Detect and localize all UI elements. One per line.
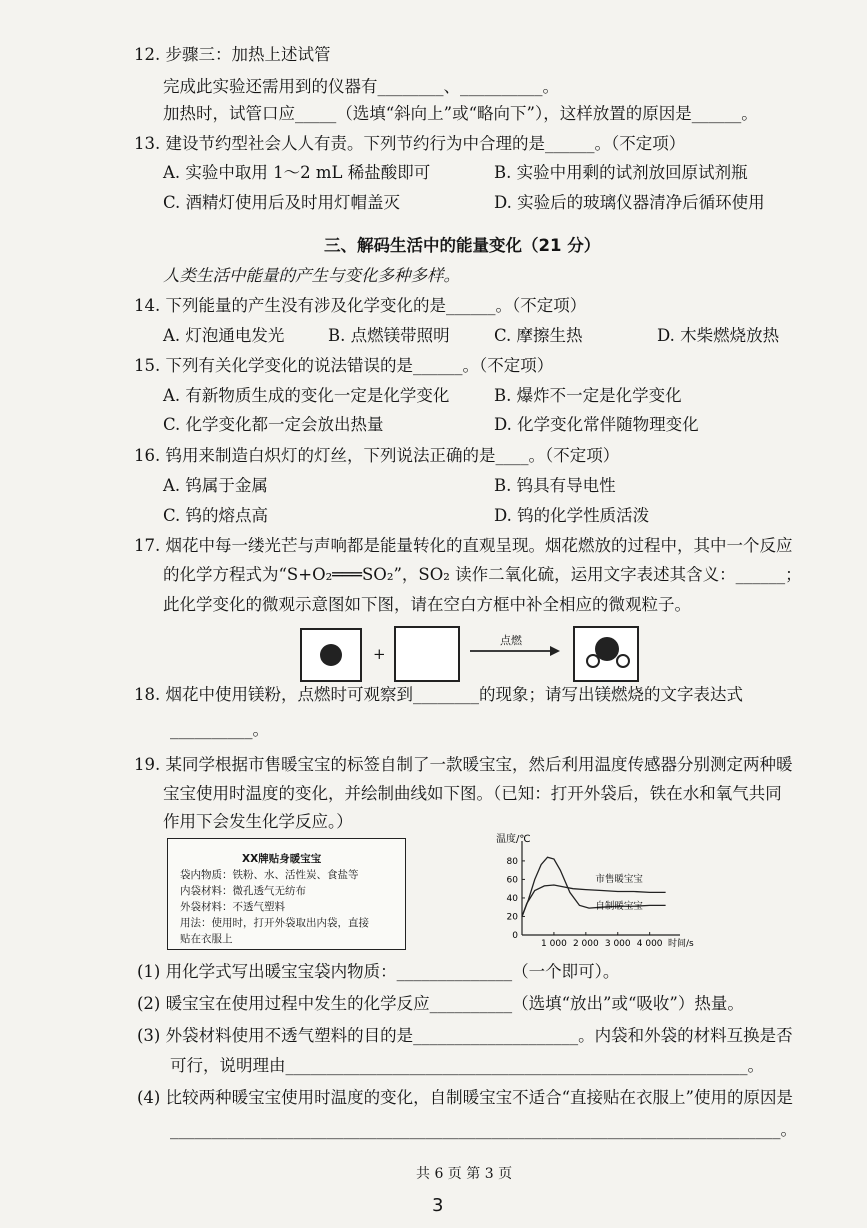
- q16-option-b: B. 钨具有导电性: [494, 476, 616, 495]
- q15-option-a: A. 有新物质生成的变化一定是化学变化: [163, 386, 450, 405]
- q13-option-a: A. 实验中取用 1～2 mL 稀盐酸即可: [163, 163, 431, 182]
- page-footer: 共 6 页 第 3 页: [416, 1166, 513, 1182]
- q18-line1: 18. 烟花中使用镁粉，点燃时可观察到________的现象；请写出镁燃烧的文字表达式: [134, 685, 743, 704]
- y-tick-label: 40: [506, 893, 518, 904]
- product-so2-box: [573, 626, 639, 682]
- q19-sub3: (3) 外袋材料使用不透气塑料的目的是____________________。内袋和外袋的材料互换是否: [137, 1026, 793, 1045]
- x-axis-label: 时间/s: [668, 939, 694, 949]
- y-tick-label: 60: [506, 875, 518, 886]
- q13-option-d: D. 实验后的玻璃仪器清净后循环使用: [494, 193, 765, 212]
- q13-title: 13. 建设节约型社会人人有责。下列节约行为中合理的是______。（不定项）: [134, 134, 686, 153]
- temperature-chart: [488, 832, 703, 952]
- series-label-2: 自制暖宝宝: [595, 901, 643, 913]
- x-tick-label: 4 000: [636, 939, 663, 949]
- product-label-card: [167, 838, 406, 950]
- series-label-1: 市售暖宝宝: [595, 874, 643, 886]
- q19-sub3-line2: 可行，说明理由________________________________________________________。: [170, 1056, 764, 1075]
- plus-sign: +: [373, 645, 386, 663]
- series-line-1: [522, 885, 666, 916]
- section-3-heading: 三、解码生活中的能量变化（21 分）: [324, 236, 601, 255]
- q17-line3: 此化学变化的微观示意图如下图，请在空白方框中补全相应的微观粒子。: [163, 595, 691, 614]
- section-3-intro: 人类生活中能量的产生与变化多种多样。: [163, 266, 460, 285]
- q14-title: 14. 下列能量的产生没有涉及化学变化的是______。（不定项）: [134, 296, 587, 315]
- q12-line3: 加热时，试管口应_____（选填“斜向上”或“略向下”），这样放置的原因是______。: [163, 104, 758, 123]
- x-tick-label: 2 000: [572, 939, 599, 949]
- q19-sub2: (2) 暖宝宝在使用过程中发生的化学反应__________（选填“放出”或“吸收”）热量。: [137, 994, 744, 1013]
- label-title: XX牌贴身暖宝宝: [242, 853, 322, 865]
- reaction-condition: 点燃: [500, 634, 522, 647]
- oxygen-atom: [616, 654, 630, 668]
- q16-title: 16. 钨用来制造白炽灯的灯丝，下列说法正确的是____。（不定项）: [134, 446, 620, 465]
- q16-option-a: A. 钨属于金属: [163, 476, 268, 495]
- y-tick-label: 0: [512, 931, 518, 941]
- q12-line2: 完成此实验还需用到的仪器有________、__________。: [163, 77, 559, 96]
- q18-line2: __________。: [170, 720, 269, 739]
- q19-sub4: (4) 比较两种暖宝宝使用时温度的变化，自制暖宝宝不适合“直接贴在衣服上”使用的原因是: [137, 1088, 793, 1107]
- q17-line1: 17. 烟花中每一缕光芒与声响都是能量转化的直观呈现。烟花燃放的过程中，其中一个反应: [134, 536, 793, 555]
- q19-line2: 宝宝使用时温度的变化，并绘制曲线如下图。（已知：打开外袋后，铁在水和氧气共同: [163, 784, 782, 803]
- oxygen-atom: [586, 654, 600, 668]
- label-line: 贴在衣服上: [180, 933, 233, 945]
- sulfur-atom: [320, 644, 342, 666]
- q14-option-a: A. 灯泡通电发光: [163, 326, 285, 345]
- q15-option-b: B. 爆炸不一定是化学变化: [494, 386, 682, 405]
- q13-option-c: C. 酒精灯使用后及时用灯帽盖灭: [163, 193, 401, 212]
- q12-title: 12. 步骤三：加热上述试管: [134, 45, 331, 64]
- q16-option-d: D. 钨的化学性质活泼: [494, 506, 650, 525]
- page-number: 3: [432, 1195, 444, 1216]
- reactant-s-box: [300, 628, 362, 682]
- q13-option-b: B. 实验中用剩的试剂放回原试剂瓶: [494, 163, 748, 182]
- q15-option-d: D. 化学变化常伴随物理变化: [494, 415, 699, 434]
- label-line: 用法：使用时，打开外袋取出内袋，直接: [180, 917, 369, 929]
- q19-sub4-line2: __________________________________________________________________________。: [170, 1120, 797, 1139]
- q15-title: 15. 下列有关化学变化的说法错误的是______。（不定项）: [134, 356, 554, 375]
- y-axis-label: 温度/℃: [496, 834, 531, 845]
- q19-line3: 作用下会发生化学反应。）: [163, 812, 353, 831]
- reaction-arrow: [468, 644, 562, 658]
- x-tick-label: 3 000: [604, 939, 631, 949]
- blank-answer-box[interactable]: [394, 626, 460, 682]
- label-line: 外袋材料：不透气塑料: [180, 901, 285, 913]
- q14-option-b: B. 点燃镁带照明: [328, 326, 450, 345]
- label-line: 内袋材料：微孔透气无纺布: [180, 885, 306, 897]
- q15-option-c: C. 化学变化都一定会放出热量: [163, 415, 384, 434]
- x-tick-label: 1 000: [541, 939, 567, 949]
- q16-option-c: C. 钨的熔点高: [163, 506, 269, 525]
- q19-line1: 19. 某同学根据市售暖宝宝的标签自制了一款暖宝宝，然后利用温度传感器分别测定两种暖: [134, 755, 793, 774]
- q17-line2: 的化学方程式为“S+O₂═══SO₂”，SO₂ 读作二氧化硫，运用文字表述其含义：______；: [163, 565, 802, 584]
- q14-option-d: D. 木柴燃烧放热: [657, 326, 780, 345]
- q19-sub1: (1) 用化学式写出暖宝宝袋内物质：______________（一个即可）。: [137, 962, 620, 981]
- q14-option-c: C. 摩擦生热: [494, 326, 583, 345]
- label-line: 袋内物质：铁粉、水、活性炭、食盐等: [180, 869, 359, 881]
- y-tick-label: 80: [506, 856, 518, 867]
- y-tick-label: 20: [506, 912, 518, 923]
